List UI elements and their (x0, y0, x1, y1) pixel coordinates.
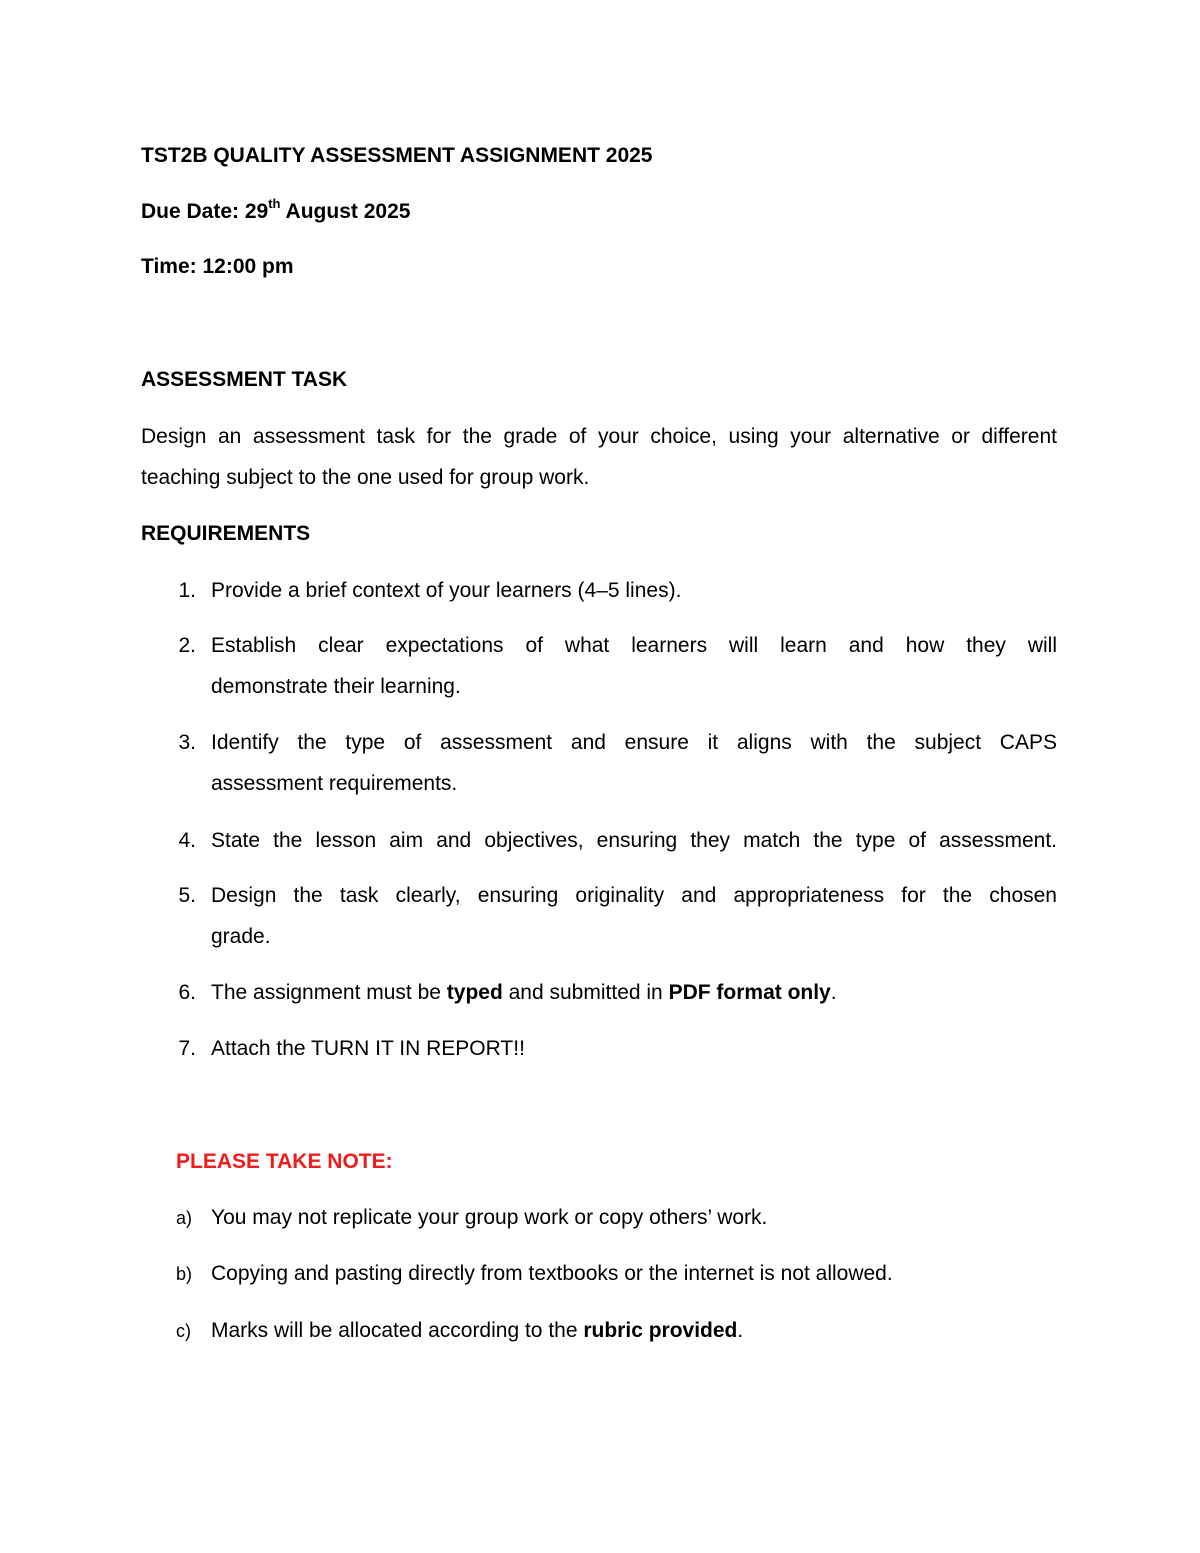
list-item-text-part: The assignment must be (211, 981, 447, 1004)
list-item-text (211, 1319, 743, 1343)
list-item-number: 6. (178, 981, 196, 1004)
emphasis-rubric: rubric provided (583, 1319, 738, 1342)
list-item-text-part: Marks will be allocated according to the (211, 1319, 584, 1342)
emphasis-pdf-format: PDF format only (668, 981, 831, 1004)
list-item-text: Provide a brief context of your learners (4–5 lines). (211, 579, 682, 602)
list-item-text-part: . (737, 1319, 744, 1342)
list-item-number: 5. (178, 884, 196, 907)
task-description-line-1: Design an assessment task for the grade of your choice, using your alternative or different (141, 425, 1057, 448)
document-title: TST2B QUALITY ASSESSMENT ASSIGNMENT 2025 (141, 144, 653, 167)
list-item-text-part: and submitted in (502, 981, 669, 1004)
take-note-heading: PLEASE TAKE NOTE: (176, 1150, 393, 1173)
due-date-sup: th (268, 196, 281, 211)
due-date (141, 196, 411, 224)
due-date-suffix: August 2025 (280, 200, 411, 223)
list-item-text (211, 981, 837, 1005)
list-item-number: 2. (178, 634, 196, 657)
list-item-text: Attach the TURN IT IN REPORT!! (211, 1037, 525, 1060)
assessment-task-heading: ASSESSMENT TASK (141, 368, 348, 391)
requirements-heading: REQUIREMENTS (141, 522, 311, 545)
list-item-text-part: . (830, 981, 837, 1004)
list-item-text-continued: grade. (211, 925, 271, 948)
list-item-text: Copying and pasting directly from textbooks or the internet is not allowed. (211, 1262, 893, 1285)
list-item-text: Establish clear expectations of what learners will learn and how they will (211, 634, 1057, 657)
list-item-text: Design the task clearly, ensuring originality and appropriateness for the chosen (211, 884, 1057, 907)
list-item-letter: a) (176, 1208, 193, 1228)
list-item-number: 1. (178, 579, 196, 602)
list-item-number: 4. (178, 829, 196, 852)
due-time: Time: 12:00 pm (141, 255, 294, 278)
due-date-prefix: Due Date: 29 (141, 200, 269, 223)
list-item-text: State the lesson aim and objectives, ensuring they match the type of assessment. (211, 829, 1057, 852)
task-description-line-2: teaching subject to the one used for group work. (141, 466, 590, 489)
list-item-text-continued: demonstrate their learning. (211, 675, 461, 698)
list-item-letter: b) (176, 1264, 193, 1284)
list-item-number: 3. (178, 731, 196, 754)
list-item-text-continued: assessment requirements. (211, 772, 458, 795)
list-item-text: You may not replicate your group work or copy others’ work. (211, 1206, 768, 1229)
emphasis-typed: typed (446, 981, 503, 1004)
list-item-letter: c) (176, 1321, 191, 1341)
list-item-number: 7. (178, 1037, 196, 1060)
list-item-text: Identify the type of assessment and ensure it aligns with the subject CAPS (211, 731, 1057, 754)
